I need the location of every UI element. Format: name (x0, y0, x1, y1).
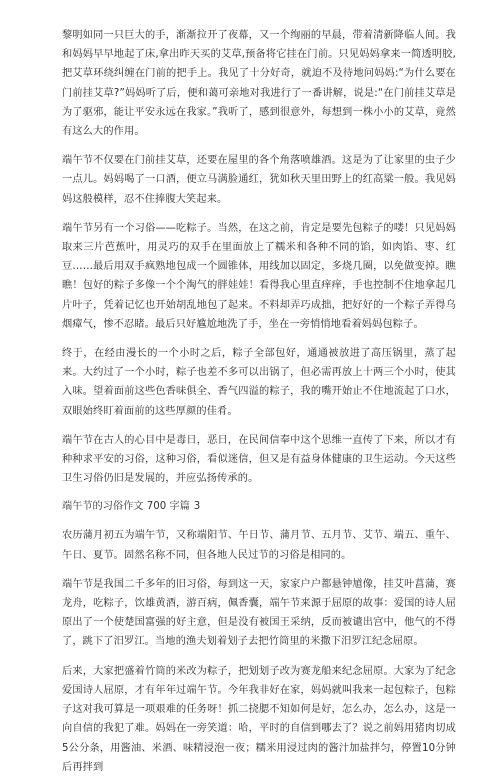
section-heading-number: 3 (193, 501, 201, 513)
paragraph: 终于，在经由漫长的一个小时之后，粽子全部包好，通通被放进了高压锅里，蒸了起来。大约过了一个小时，粽子也差不多可以出锅了，但必需再放上十两三个小时，使其入味。望着面前这些色香味俱全、香气四溢的粽子，我的嘴开始止不住地流起了口水，双眼始终盯着面前的这些厚颜的佳肴。 (62, 348, 456, 417)
paragraph: 农历蒲月初五为端午节，又称端阳节、午日节、蒲月节、五月节、艾节、端五、重午、午日、夏节。固然名称不同，但各地人民过节的习俗是相同的。 (62, 530, 456, 561)
paragraph: 黎明如同一只巨大的手，渐渐拉开了夜幕，又一个绚丽的早晨，带着清新降临人间。我和妈妈早早地起了床,拿出昨天买的艾草,预备将它挂在门前。只见妈妈拿来一简透明胶,把艾草环绕纠缠在门前的把手上。我见了十分好奇，就迫不及待地问妈妈:“为什么要在门前挂艾草?”妈妈听了后，便和蔼可亲地对我进行了一番讲解，说是:“在门前挂艾草是为了驱邪，能让平安永远在我家。”我听了，感到很意外，每想到一株小小的艾草，竟然有这么大的作用。 (62, 30, 456, 138)
paragraph: 后来，大家把盛着竹筒的米改为粽子，把划划子改为赛龙船来纪念屈原。大家为了纪念爱国诗人屈原，才有年年过端午节。今年我非好在家，妈妈就叫我来一起包粽子，包粽子这对我可算是一项艰难的任务呀！抓二挠腮不知如何是好，怎么办，怎么办，这是一向自信的我犯了难。妈妈在一旁笑道：哈，平时的自信到哪去了？说之前妈用猪肉切成5公分条，用酱油、米酒、味精浸泡一夜；糯米用浸过肉的酱汁加盐拌匀，停置10分钟后再拌到 (62, 665, 456, 773)
paragraph: 端午节另有一个习俗——吃粽子。当然，在这之前，肯定是要先包粽子的喽！只见妈妈取来三片芭蕉叶，用灵巧的双手在里面放上了糯米和各种不同的馅，如肉馅、枣、红豆……最后用双手疯熟地包成一个圆锥体，用线加以固定，多烧几圈，以免做变掉。瞧瞧！包好的粽子多像一个个淘气的胖娃娃！看得我心里直痒痒，手也控制不住地拿起几片叶子，凭着记忆也开始胡乱地包了起来。不料却弄巧成拙，把好好的一个粽子弄得乌烟瘴气，惨不忍睹。最后只好尴尬地洗了手，坐在一旁悄悄地看着妈妈包粽子。 (62, 222, 456, 330)
section-heading (62, 498, 456, 516)
paragraph: 端午节不仅要在门前挂艾草，还要在屋里的各个角落喷雄酒。这是为了让家里的虫子少一点儿。妈妈喝了一口酒，便立马满脸通红，犹如秋天里田野上的红高粱一般。我见妈妈这般模样，忍不住捧腹大笑起来。 (62, 155, 456, 205)
paragraph: 端午节在古人的心目中是毒日，恶日，在民间信奉中这个思维一直传了下来，所以才有种种求平安的习俗，这种习俗，看似迷信，但又是有益身体健康的卫生运动。今天这些卫生习俗仍旧是发展的，并应弘扬传承的。 (62, 434, 456, 485)
section-heading-text: 端午节的习俗作文 700 字篇 (62, 501, 190, 513)
paragraph: 端午节是我国二千多年的旧习俗，每到这一天，家家户户都悬钟馗像，挂艾叶菖蒲，赛龙舟，吃粽子，饮雄黄酒，游百病，佩香囊，端午节来源于屈原的故事：爱国的诗人屈原出了一个使楚国富强的好主意，但是没有被国王采纳，反而被谴出宫中，他气的不得了，跳下了汨罗江。当地的渔夫划着划子去把竹筒里的米撒下汨罗江纪念屈原。 (62, 578, 456, 648)
